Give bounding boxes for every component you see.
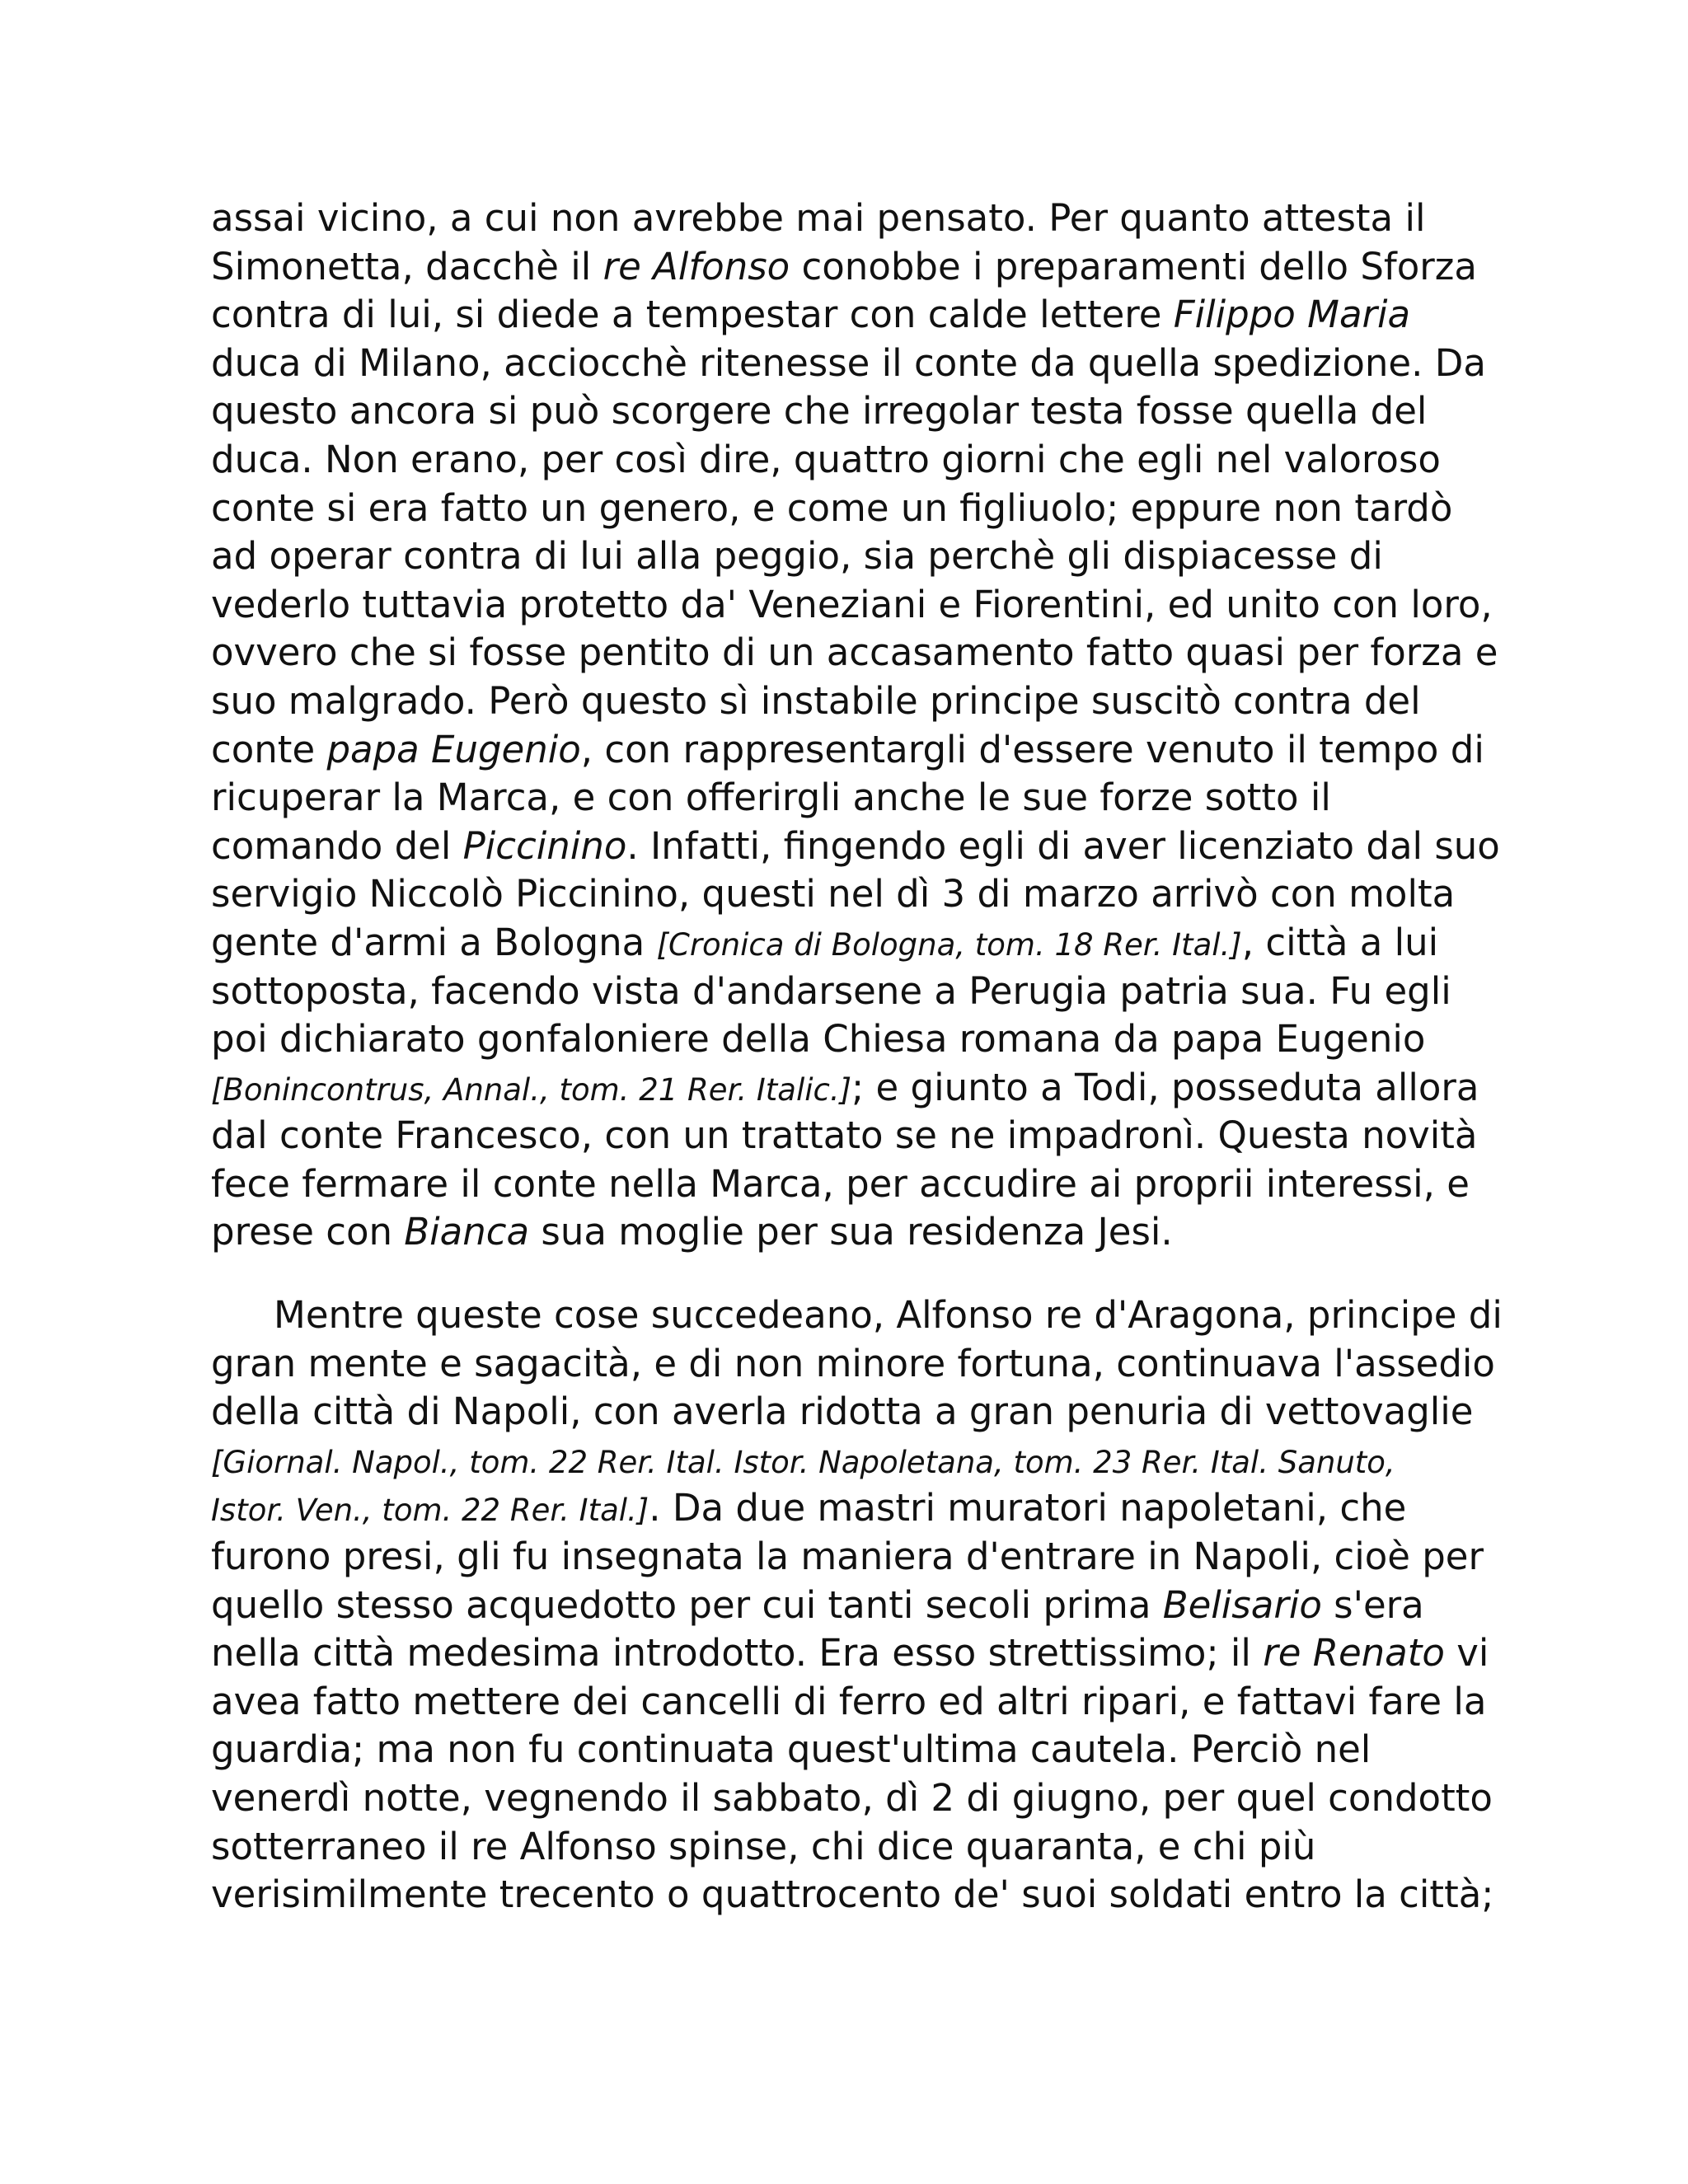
text-line [211,291,1497,340]
text-run: sua moglie per sua residenza Jesi. [529,1210,1173,1254]
text-line [211,629,1497,677]
text-line [211,1436,1497,1485]
text-run: ; e giunto a Todi, posseduta allora [851,1065,1479,1109]
text-run: duca. Non erano, per così dire, quattro giorni che egli nel valoroso [211,437,1441,481]
text-line [211,532,1497,581]
text-run: avea fatto mettere dei cancelli di ferro ed altri ripari, e fattavi fare la [211,1679,1487,1723]
text-run: fece fermare il conte nella Marca, per accudire ai proprii interessi, e [211,1161,1470,1206]
text-run: suo malgrado. Però questo sì instabile principe suscitò contra del [211,678,1421,723]
text-run: conte si era fatto un genero, e come un figliuolo; eppure non tardò [211,485,1453,530]
text-line [211,1629,1497,1678]
italic-name: Piccinino [462,823,627,868]
text-line [211,870,1497,919]
text-line [211,1160,1497,1209]
text-run: ovvero che si fosse pentito di un accasamento fatto quasi per forza e [211,630,1498,675]
text-line [211,726,1497,775]
text-run: Mentre queste cose succedeano, Alfonso re d'Aragona, principe di [274,1293,1503,1338]
text-run: questo ancora si può scorgere che irregolar testa fosse quella del [211,389,1428,434]
text-line [211,1064,1497,1113]
italic-name: Bianca [404,1210,530,1254]
text-line [211,1015,1497,1064]
italic-name: papa Eugenio [326,727,581,771]
text-run: , con rappresentargli d'essere venuto il tempo di [580,727,1484,771]
text-run: Simonetta, dacchè il [211,244,603,288]
text-line [211,1291,1503,1340]
text-run: verisimilmente trecento o quattrocento de' suoi soldati entro la città; [211,1872,1494,1917]
text-line [211,774,1497,823]
text-run: sottoposta, facendo vista d'andarsene a Perugia patria sua. Fu egli [211,968,1451,1013]
text-line [211,1823,1497,1872]
text-line [211,436,1497,485]
text-run: della città di Napoli, con averla ridotta a gran penuria di vettovaglie [211,1390,1474,1434]
text-run: assai vicino, a cui non avrebbe mai pensato. Per quanto attesta il [211,196,1426,240]
text-line [211,581,1497,630]
italic-name: re Alfonso [603,244,790,288]
text-run: conobbe i preparamenti dello Sforza [790,244,1477,288]
citation: Istor. Ven., tom. 22 Rer. Ital.] [211,1493,649,1529]
text-line [211,1388,1497,1436]
citation: [Bonincontrus, Annal., tom. 21 Rer. Italic.] [211,1071,852,1108]
text-run: ricuperar la Marca, e con offerirgli anche le sue forze sotto il [211,776,1331,820]
text-run: quello stesso acquedotto per cui tanti secoli prima [211,1582,1163,1627]
text-run: contra di lui, si diede a tempestar con calde lettere [211,293,1174,337]
text-line [211,1871,1497,1919]
citation: [Giornal. Napol., tom. 22 Rer. Ital. Istor. Napoletana, tom. 23 Rer. Ital. Sanuto, [211,1444,1395,1480]
italic-name: re Renato [1263,1631,1445,1675]
text-line [211,1340,1497,1389]
document-page [211,194,1503,1919]
text-run: poi dichiarato gonfaloniere della Chiesa romana da papa Eugenio [211,1017,1426,1062]
text-run: furono presi, gli fu insegnata la maniera d'entrare in Napoli, cioè per [211,1535,1484,1579]
text-run: comando del [211,823,463,868]
text-line [211,1533,1497,1582]
text-run: conte [211,727,327,771]
text-run: nella città medesima introdotto. Era esso strettissimo; il [211,1631,1264,1675]
text-run: vederlo tuttavia protetto da' Veneziani e Fiorentini, ed unito con loro, [211,582,1493,626]
text-line [211,823,1500,871]
text-run: dal conte Francesco, con un trattato se ne impadronì. Questa novità [211,1113,1478,1158]
text-line [211,968,1497,1016]
text-line [211,1582,1497,1630]
text-run: venerdì notte, vegnendo il sabbato, dì 2 di giugno, per quel condotto [211,1776,1493,1820]
italic-name: Filippo Maria [1173,293,1411,337]
text-line [211,194,1497,243]
text-line [211,677,1497,726]
text-line [211,1726,1497,1774]
text-run: . Da due mastri muratori napoletani, che [649,1486,1407,1530]
text-line [211,387,1497,436]
text-run: . Infatti, fingendo egli di aver licenziato dal suo [626,823,1500,868]
text-run: sotterraneo il re Alfonso spinse, chi dice quaranta, e chi più [211,1824,1316,1868]
text-run: duca di Milano, acciocchè ritenesse il conte da quella spedizione. Da [211,340,1486,385]
citation: [Cronica di Bologna, tom. 18 Rer. Ital.] [656,926,1242,963]
text-run: ad operar contra di lui alla peggio, sia perchè gli dispiacesse di [211,534,1383,579]
text-run: , città a lui [1241,920,1439,964]
paragraph-2 [211,1291,1503,1919]
text-run: guardia; ma non fu continuata quest'ultima cautela. Perciò nel [211,1727,1372,1772]
text-run: s'era [1321,1582,1424,1627]
italic-name: Belisario [1162,1582,1322,1627]
paragraph-1 [211,194,1500,1257]
text-run: gran mente e sagacità, e di non minore fortuna, continuava l'assedio [211,1341,1495,1385]
text-line [211,1112,1497,1160]
text-line [211,1484,1497,1533]
text-line [211,340,1497,388]
text-line [211,1774,1497,1823]
text-line [211,919,1497,968]
text-line [211,1208,1497,1257]
text-line [211,1678,1497,1727]
text-line [211,485,1497,533]
text-run: servigio Niccolò Piccinino, questi nel dì 3 di marzo arrivò con molta [211,872,1456,916]
text-run: vi [1444,1631,1489,1675]
text-run: gente d'armi a Bologna [211,920,657,964]
text-run: prese con [211,1210,405,1254]
text-line [211,243,1497,292]
